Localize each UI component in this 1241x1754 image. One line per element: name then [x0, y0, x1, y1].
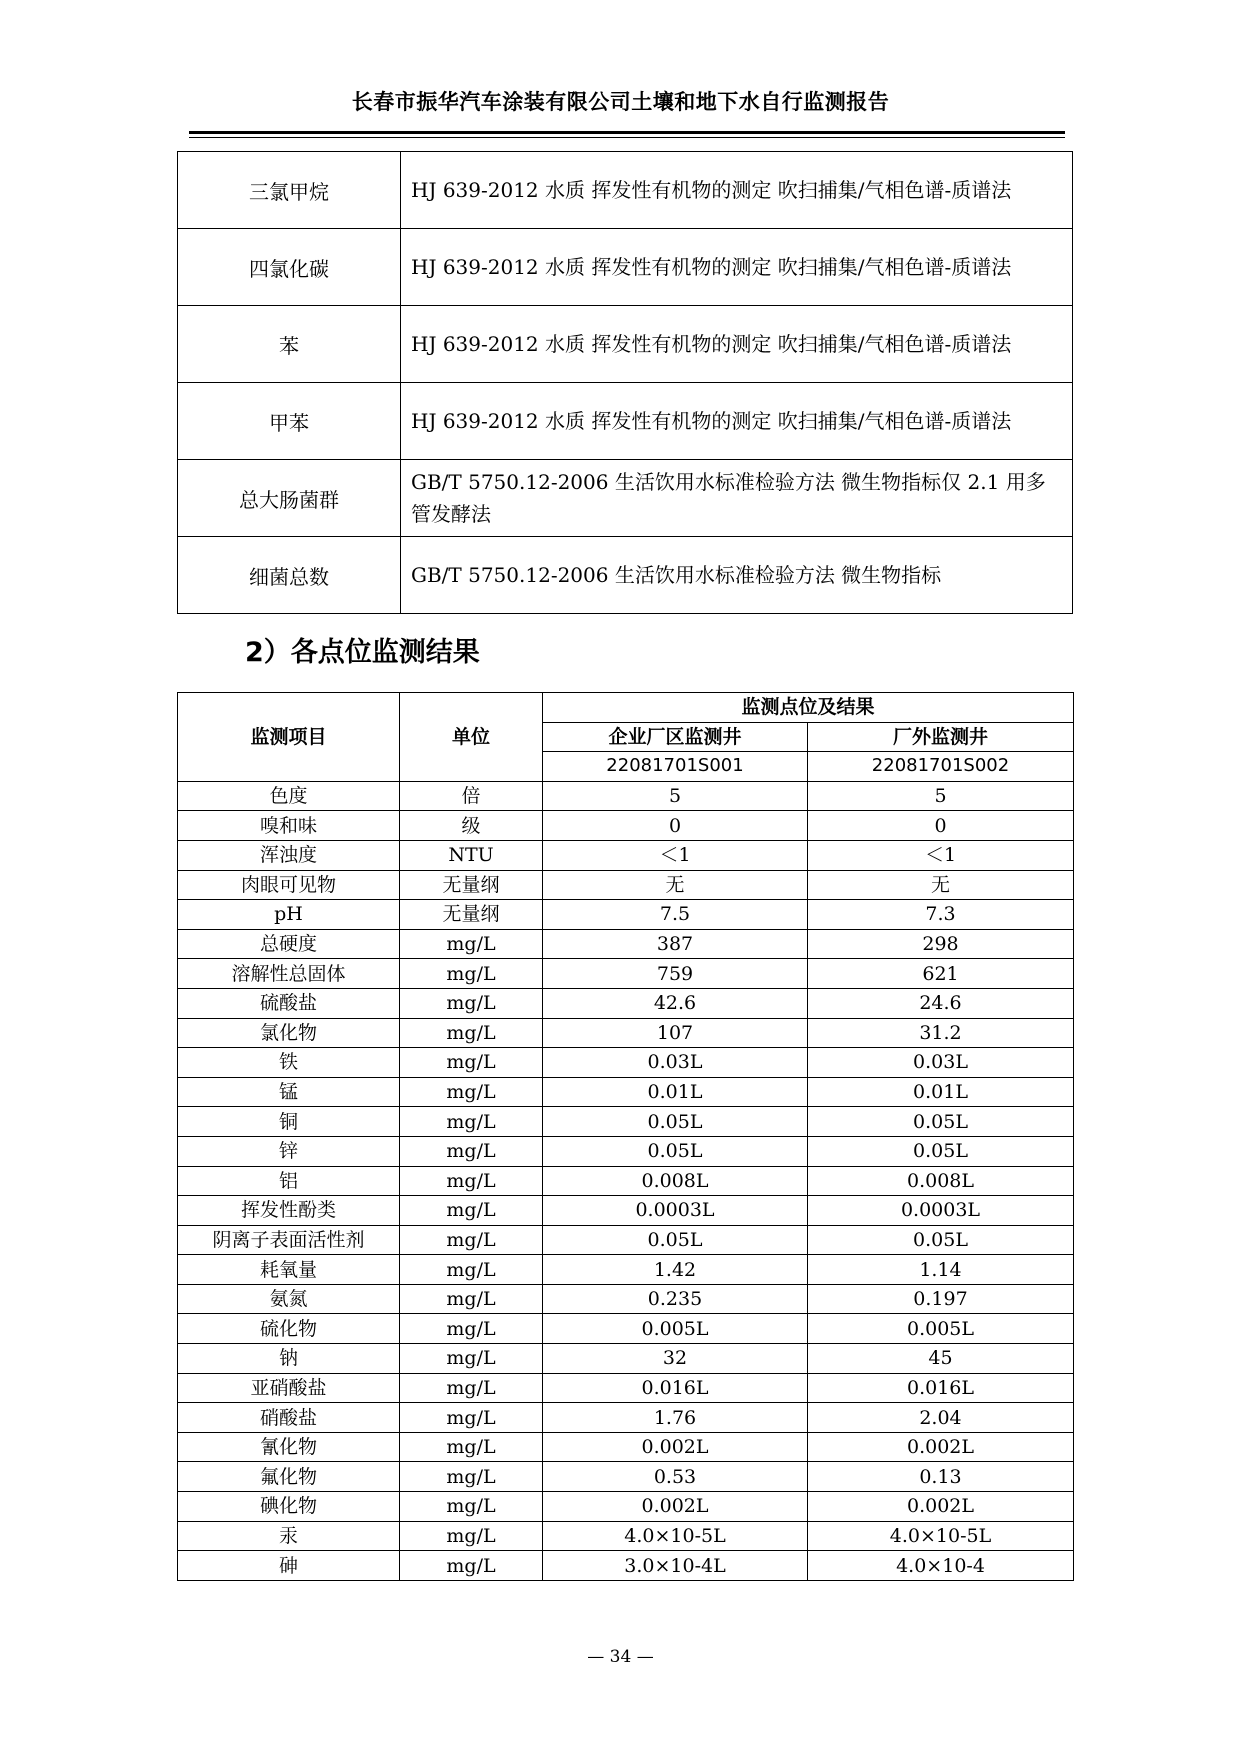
result-site1-value: 1.42 — [543, 1255, 808, 1285]
result-site1-value: 4.0×10-5L — [543, 1521, 808, 1551]
result-site1-value: ＜1 — [543, 840, 808, 870]
header-site2-code: 22081701S002 — [808, 752, 1074, 782]
table-row — [178, 1551, 1074, 1581]
table-row — [178, 1048, 1074, 1078]
result-site2-value: 7.3 — [808, 900, 1074, 930]
table-row — [178, 1373, 1074, 1403]
table-row — [178, 929, 1074, 959]
result-item: 铁 — [178, 1048, 400, 1078]
result-site2-value: 0.01L — [808, 1077, 1074, 1107]
result-site2-value: 无 — [808, 870, 1074, 900]
result-item: 嗅和味 — [178, 811, 400, 841]
result-unit: mg/L — [400, 1521, 543, 1551]
result-site2-value: 0.05L — [808, 1136, 1074, 1166]
result-site2-value: 298 — [808, 929, 1074, 959]
result-site1-value: 0 — [543, 811, 808, 841]
result-site1-value: 3.0×10-4L — [543, 1551, 808, 1581]
page-number: — 34 — — [587, 1647, 654, 1667]
result-item: pH — [178, 900, 400, 930]
result-unit: mg/L — [400, 988, 543, 1018]
result-item: 锰 — [178, 1077, 400, 1107]
result-item: 阴离子表面活性剂 — [178, 1225, 400, 1255]
result-site2-value: 0.03L — [808, 1048, 1074, 1078]
result-site2-value: 2.04 — [808, 1403, 1074, 1433]
table-row — [178, 959, 1074, 989]
table-row — [178, 1166, 1074, 1196]
result-unit: mg/L — [400, 1018, 543, 1048]
result-site2-value: 31.2 — [808, 1018, 1074, 1048]
result-site2-value: 0.05L — [808, 1225, 1074, 1255]
result-site1-value: 5 — [543, 781, 808, 811]
result-item: 肉眼可见物 — [178, 870, 400, 900]
result-site1-value: 0.53 — [543, 1462, 808, 1492]
method-row — [178, 537, 1073, 614]
table-row — [178, 1521, 1074, 1551]
method-row — [178, 383, 1073, 460]
table-row — [178, 988, 1074, 1018]
header-sites-group: 监测点位及结果 — [543, 693, 1074, 723]
result-item: 硫化物 — [178, 1314, 400, 1344]
result-site1-value: 1.76 — [543, 1403, 808, 1433]
table-row — [178, 1403, 1074, 1433]
result-site2-value: 0.13 — [808, 1462, 1074, 1492]
table-row — [178, 1492, 1074, 1522]
result-item: 硝酸盐 — [178, 1403, 400, 1433]
result-item: 锌 — [178, 1136, 400, 1166]
result-unit: mg/L — [400, 1373, 543, 1403]
method-standard: GB/T 5750.12-2006 生活饮用水标准检验方法 微生物指标仅 2.1 用多管发酵法 — [401, 460, 1073, 537]
result-site2-value: 0.002L — [808, 1492, 1074, 1522]
result-unit: mg/L — [400, 929, 543, 959]
table-row — [178, 870, 1074, 900]
result-unit: 倍 — [400, 781, 543, 811]
result-site2-value: 0.0003L — [808, 1196, 1074, 1226]
table-row — [178, 781, 1074, 811]
result-site1-value: 0.0003L — [543, 1196, 808, 1226]
result-unit: 级 — [400, 811, 543, 841]
result-site2-value: 4.0×10-4 — [808, 1551, 1074, 1581]
result-unit: mg/L — [400, 1284, 543, 1314]
method-analyte: 细菌总数 — [178, 537, 401, 614]
result-site2-value: 0.002L — [808, 1432, 1074, 1462]
result-site2-value: 0.005L — [808, 1314, 1074, 1344]
result-unit: mg/L — [400, 1314, 543, 1344]
result-unit: 无量纲 — [400, 870, 543, 900]
method-standard: GB/T 5750.12-2006 生活饮用水标准检验方法 微生物指标 — [401, 537, 1073, 614]
result-site2-value: 5 — [808, 781, 1074, 811]
result-unit: mg/L — [400, 1077, 543, 1107]
result-site1-value: 32 — [543, 1344, 808, 1374]
result-unit: 无量纲 — [400, 900, 543, 930]
result-site2-value: 621 — [808, 959, 1074, 989]
method-row — [178, 306, 1073, 383]
report-header-title: 长春市振华汽车涂装有限公司土壤和地下水自行监测报告 — [351, 90, 890, 114]
result-site1-value: 0.016L — [543, 1373, 808, 1403]
result-unit: mg/L — [400, 1048, 543, 1078]
result-unit: mg/L — [400, 1462, 543, 1492]
result-site1-value: 0.002L — [543, 1492, 808, 1522]
result-item: 硫酸盐 — [178, 988, 400, 1018]
table-row — [178, 840, 1074, 870]
result-site1-value: 0.008L — [543, 1166, 808, 1196]
result-item: 亚硝酸盐 — [178, 1373, 400, 1403]
header-rule-thick — [189, 131, 1065, 134]
result-site2-value: 0.016L — [808, 1373, 1074, 1403]
result-item: 挥发性酚类 — [178, 1196, 400, 1226]
method-analyte: 甲苯 — [178, 383, 401, 460]
result-item: 氯化物 — [178, 1018, 400, 1048]
methods-table — [177, 151, 1073, 614]
result-item: 钠 — [178, 1344, 400, 1374]
header-item: 监测项目 — [178, 693, 400, 782]
result-item: 耗氧量 — [178, 1255, 400, 1285]
result-item: 汞 — [178, 1521, 400, 1551]
result-item: 氰化物 — [178, 1432, 400, 1462]
result-unit: mg/L — [400, 1492, 543, 1522]
result-site1-value: 0.05L — [543, 1136, 808, 1166]
table-row — [178, 1432, 1074, 1462]
section-title: 2）各点位监测结果 — [245, 637, 480, 668]
result-site1-value: 107 — [543, 1018, 808, 1048]
result-unit: mg/L — [400, 1136, 543, 1166]
result-site1-value: 0.01L — [543, 1077, 808, 1107]
header-site2-name: 厂外监测井 — [808, 722, 1074, 752]
header-site1-code: 22081701S001 — [543, 752, 808, 782]
table-row — [178, 1077, 1074, 1107]
header-rule-thin — [189, 137, 1065, 138]
result-item: 总硬度 — [178, 929, 400, 959]
table-row — [178, 1107, 1074, 1137]
result-site2-value: 4.0×10-5L — [808, 1521, 1074, 1551]
method-standard: HJ 639-2012 水质 挥发性有机物的测定 吹扫捕集/气相色谱-质谱法 — [401, 306, 1073, 383]
result-unit: mg/L — [400, 959, 543, 989]
method-analyte: 四氯化碳 — [178, 229, 401, 306]
method-standard: HJ 639-2012 水质 挥发性有机物的测定 吹扫捕集/气相色谱-质谱法 — [401, 229, 1073, 306]
result-item: 氨氮 — [178, 1284, 400, 1314]
result-site2-value: 0.008L — [808, 1166, 1074, 1196]
result-site2-value: 0.05L — [808, 1107, 1074, 1137]
results-table — [177, 692, 1074, 1581]
result-item: 色度 — [178, 781, 400, 811]
result-unit: mg/L — [400, 1403, 543, 1433]
table-row — [178, 1018, 1074, 1048]
table-row — [178, 1314, 1074, 1344]
result-site1-value: 0.05L — [543, 1107, 808, 1137]
result-site2-value: 45 — [808, 1344, 1074, 1374]
result-site1-value: 0.002L — [543, 1432, 808, 1462]
result-unit: mg/L — [400, 1196, 543, 1226]
result-item: 铜 — [178, 1107, 400, 1137]
header-unit: 单位 — [400, 693, 543, 782]
result-site2-value: ＜1 — [808, 840, 1074, 870]
result-unit: mg/L — [400, 1166, 543, 1196]
result-site2-value: 24.6 — [808, 988, 1074, 1018]
method-analyte: 苯 — [178, 306, 401, 383]
result-unit: mg/L — [400, 1432, 543, 1462]
table-row — [178, 1255, 1074, 1285]
result-site1-value: 759 — [543, 959, 808, 989]
result-item: 溶解性总固体 — [178, 959, 400, 989]
header-site1-name: 企业厂区监测井 — [543, 722, 808, 752]
result-unit: mg/L — [400, 1255, 543, 1285]
table-row — [178, 900, 1074, 930]
result-unit: mg/L — [400, 1107, 543, 1137]
result-unit: mg/L — [400, 1225, 543, 1255]
table-row — [178, 1344, 1074, 1374]
result-item: 浑浊度 — [178, 840, 400, 870]
result-site1-value: 0.005L — [543, 1314, 808, 1344]
result-unit: mg/L — [400, 1344, 543, 1374]
result-site1-value: 0.03L — [543, 1048, 808, 1078]
result-site1-value: 7.5 — [543, 900, 808, 930]
method-row — [178, 152, 1073, 229]
result-site2-value: 0.197 — [808, 1284, 1074, 1314]
result-site2-value: 0 — [808, 811, 1074, 841]
method-analyte: 总大肠菌群 — [178, 460, 401, 537]
result-unit: NTU — [400, 840, 543, 870]
table-row — [178, 1196, 1074, 1226]
result-site1-value: 42.6 — [543, 988, 808, 1018]
result-item: 砷 — [178, 1551, 400, 1581]
table-row — [178, 1225, 1074, 1255]
table-row — [178, 811, 1074, 841]
table-row — [178, 1284, 1074, 1314]
result-site1-value: 387 — [543, 929, 808, 959]
result-site1-value: 无 — [543, 870, 808, 900]
table-row — [178, 1462, 1074, 1492]
method-analyte: 三氯甲烷 — [178, 152, 401, 229]
result-item: 碘化物 — [178, 1492, 400, 1522]
method-standard: HJ 639-2012 水质 挥发性有机物的测定 吹扫捕集/气相色谱-质谱法 — [401, 152, 1073, 229]
method-standard: HJ 639-2012 水质 挥发性有机物的测定 吹扫捕集/气相色谱-质谱法 — [401, 383, 1073, 460]
method-row — [178, 460, 1073, 537]
method-row — [178, 229, 1073, 306]
result-item: 铝 — [178, 1166, 400, 1196]
result-unit: mg/L — [400, 1551, 543, 1581]
table-row — [178, 1136, 1074, 1166]
result-site2-value: 1.14 — [808, 1255, 1074, 1285]
result-site1-value: 0.235 — [543, 1284, 808, 1314]
result-site1-value: 0.05L — [543, 1225, 808, 1255]
result-item: 氟化物 — [178, 1462, 400, 1492]
